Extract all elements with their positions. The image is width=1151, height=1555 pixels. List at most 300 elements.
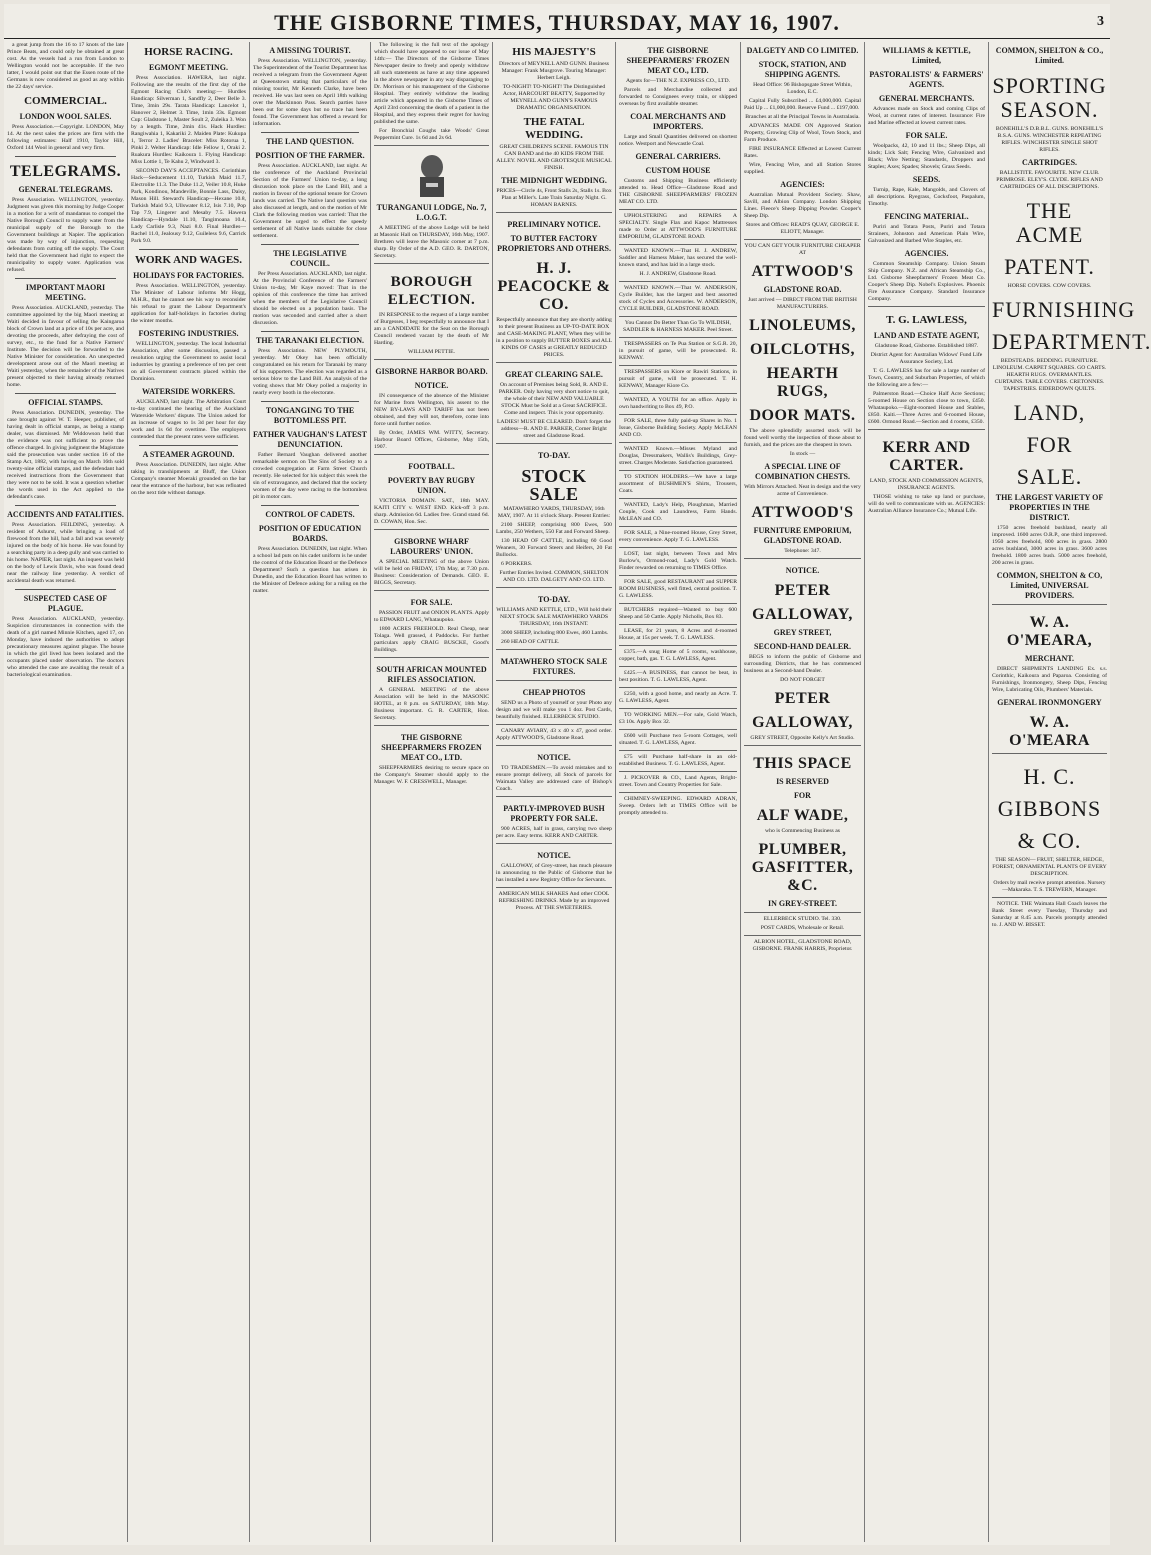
milk-shakes-advert	[496, 887, 612, 912]
play-title: THE FATAL WEDDING.	[523, 116, 585, 141]
company-name: ATTWOOD'S	[751, 263, 854, 280]
notice-text: WANTED KNOWN.—That W. ANDERSON, Cycle Builder, has the largest and best assorted stock of Cycles and Accessories. W. ANDERSON, CYCLE BUILDER, GLADSTONE ROAD.	[619, 285, 737, 312]
notice-heading: STOCK SALE	[521, 466, 587, 504]
advert-heading: SPORTING SEASON.	[992, 73, 1107, 122]
product-heading: LINOLEUMS,	[749, 317, 856, 334]
article-heading: SUSPECTED CASE OF PLAGUE.	[23, 594, 108, 613]
notice-text: Just arrived — DIRECT FROM THE BRITISH MANUFACTURERS.	[748, 297, 857, 310]
company-subheading: STOCK, STATION, AND SHIPPING AGENTS.	[758, 60, 847, 79]
dressmakers-advert	[619, 442, 737, 467]
ellerbeck-advert	[744, 912, 861, 932]
section-heading: HORSE RACING.	[144, 46, 233, 58]
company-name: PETER	[774, 690, 831, 707]
column-8	[865, 42, 989, 1542]
divider	[139, 445, 238, 446]
notice-subheading: GENERAL CARRIERS.	[635, 152, 721, 161]
notice-text: Puriri and Totara Posts, Puriri and Totara Strainers, Johnston and American Plain Wire, Galvanized and Barbed Wire Staples, etc.	[868, 224, 985, 244]
notice-text: Woolpacks, 42, 10 and 11 lbs.; Sheep Dips, all kinds; Lick Salt; Fencing Wire, Galvanized and Black; Wire Netting; Standards, Droppers and Staples; Axes; Spades; Shovels; Grass Seeds.	[868, 143, 985, 170]
lost-notice	[619, 547, 737, 572]
notice-signature: By Order, JAMES WM. WITTY, Secretary. Harbour Board Offices, Gisborne, May 15th, 1907.	[374, 430, 489, 450]
kerr-carter-advert	[868, 429, 985, 515]
product-heading: OILCLOTHS,	[749, 341, 856, 358]
company-address: FURNITURE EMPORIUM, GLADSTONE ROAD.	[753, 526, 852, 545]
notice-subheading: GENERAL IRONMONGERY	[997, 698, 1102, 707]
notice-text: WILLIAMS AND KETTLE, LTD., Will hold their NEXT STOCK SALE MATAWHERO YARDS THURSDAY, 16th INSTANT.	[496, 607, 612, 627]
notice-subheading: THE LARGEST VARIETY OF PROPERTIES IN THE DISTRICT.	[995, 493, 1104, 522]
article-text: a great jump from the 16 to 17 knots of the late Prince Beats, and could only be obtained at great cost. As the vessels had a run from London to Wellington would not be acceptable. If the two latter, I would point out that the Essen route of the Germans is now considered as good as any within the 22 days' service.	[7, 42, 124, 90]
article-heading: FOSTERING INDUSTRIES.	[138, 329, 239, 338]
notice-text: DO NOT FORGET	[780, 677, 825, 683]
notice-signature: Further Entries Invited. COMMON, SHELTON AND CO. LTD. DALGETY AND CO. LTD.	[499, 570, 609, 583]
advert-text: For Bronchial Coughs take Woods' Great Peppermint Cure. 1s 6d and 2s 6d.	[374, 128, 489, 141]
article-heading: EGMONT MEETING.	[149, 63, 228, 72]
notice-text: CANARY AVIARY, 43 x 40 x 47, good order. Apply ATTWOOD'S, Gladstone Road.	[496, 728, 612, 741]
notice-text: SHEEPFARMERS desiring to secure space on the Company's Steamer should apply to the Manager. W. F. CRESSWELL, Manager.	[374, 765, 489, 785]
advert-heading: FOR	[1026, 432, 1073, 457]
notice-text: District Agent for: Australian Widows' Fund Life Assurance Society, Ltd.	[870, 352, 983, 365]
notice-text: SEND us a Photo of yourself or your Photo any design and we will make you 1 doz. Post Cards, beautifully finished. ELLERBECK STUDIO.	[496, 700, 612, 720]
tradesmen-notice	[496, 745, 612, 793]
notice-text: TO WORKING MEN.—For sale, Gold Watch, £3 10s. Apply Box 32.	[619, 712, 737, 725]
stock-sale-advert	[496, 443, 612, 584]
notice-heading: BOROUGH ELECTION.	[387, 274, 476, 308]
notice-text: Common Steamship Company. Union Steam Ship Company. N.Z. and African Steamship Co., Ltd. Gisborne Sheepfarmers' Frozen Meat Co. Cooper's Sheep Dip. Nobel's Explosives. Phoenix Fire Assurance Company. Standard Insurance Company.	[868, 261, 985, 302]
advert-heading: THIS SPACE	[753, 755, 852, 772]
company-subheading: LAND AND ESTATE AGENT,	[873, 331, 980, 340]
article-text: Per Press Association. AUCKLAND, last night. At the Provincial Conference of the Farmers' Union to-day, Mr Kaye moved: That in the opinion of this conference the time has arrived when the members of the Legislative Council should be elected on a population basis. The motion was seconded and carried after a short discussion.	[253, 271, 367, 326]
article-text: Press Association. WELLINGTON, yesterday. Judgment was given this morning by Judge Cooper in a motion for a writ of mandamus to compel the Native Borough Council to supply water from the municipal supply of the Borough to the Government buildings at Napier. The application was made by way of injunction, requesting defendants from cutting off the supply. The Court held that the Government had right to expect the municipality to supply water. Application was refused.	[7, 197, 124, 273]
notice-text: On account of Premises being Sold, R. AND E. PARKER. Only having very short notice to quit, the whole of their NEW AND VALUABLE STOCK Must be Sold at a Great SACRIFICE. Come and inspect. This is your opportunity.	[498, 382, 610, 416]
company-address: Gladstone Road, Gisborne. Established 1887.	[874, 343, 979, 349]
notice-text: IN consequence of the absence of the Minister for Marine from Wellington, his assent to the NEW BY-LAWS AND TARIFF has not been obtained, and they will not, therefore, come into force until further notice.	[374, 393, 489, 427]
notice-heading: SOUTH AFRICAN MOUNTED RIFLES ASSOCIATION.	[376, 665, 487, 684]
advert-subheading: FOR	[794, 791, 811, 800]
notice-text: UPHOLSTERING and REPAIRS A SPECIALTY. Single Flax and Kapoc Mattresses made to Order at ATTWOOD'S FURNITURE EMPORIUM, GLADSTONE ROAD.	[619, 213, 737, 240]
stock-entry: 130 HEAD OF CATTLE, including 60 Good Weaners, 30 Forward Steers and Heifers, 20 Fat Bullocks.	[496, 538, 612, 558]
borough-election-notice	[374, 263, 489, 356]
stock-sale-advert	[496, 587, 612, 646]
omeara-advert	[992, 604, 1107, 750]
theatre-heading: HIS MAJESTY'S	[512, 46, 596, 58]
notice-subheading: FOR SALE.	[905, 131, 948, 140]
article-text: AUCKLAND, last night. The Arbitration Court to-day continued the hearing of the Auckland Waterside Workers' dispute. The Union asked for an increase of wages to 1s 3d per hour for day work and 1s 6d for overtime. The employers contended that the present rates were sufficient.	[131, 399, 246, 440]
property-list: Palmerston Road.—Choice Half Acre Sections; 5-roomed House on Section close to town, £450. Whataupoko.—Eight-roomed House and Stables, £850. Kaiti.—Three Acres and 6-roomed House, £600. Ormond Road.—Section and 4 rooms, £350.	[868, 391, 985, 425]
rifles-notice	[374, 657, 489, 722]
article-text: Press Association. DUNEDIN, last night. After taking in transhipments at Bluff, the Union Company's steamer Moeraki grounded on the bar near the entrance of the harbour, but was refloated on the next tide without damage.	[131, 462, 246, 496]
company-name: T. G. LAWLESS,	[886, 314, 967, 326]
property-list: 1750 acres freehold bushland, nearly all improved. 1600 acres O.R.P., one third improved. 1950 acres freehold, 800 acres in grass. 2800 acres bushland, 3000 acres in grass. 3600 acres freehold. 1800 acres bush. 5000 acres freehold, 200 acres in grass.	[992, 525, 1107, 566]
anderson-advert	[619, 281, 737, 313]
matawhero-fixtures	[496, 649, 612, 677]
company-address: GREY STREET, Opposite Kelly's Art Studio.	[750, 735, 855, 741]
restaurant-advert	[619, 575, 737, 600]
notice-text: LOST, last night, between Town and Mrs Burlow's, Ormond-road, Lady's Gold Watch. Finder rewarded on returning to TIMES Office.	[619, 551, 737, 571]
article-heading: WATERSIDE WORKERS.	[141, 387, 236, 396]
company-name: & CO.	[1017, 828, 1082, 853]
article-heading: CONTROL OF CADETS.	[265, 510, 355, 519]
theatre-text: PRICES—Circle 4s, Front Stalls 2s, Stalls 1s. Box Plan at Miller's. Late Train Saturday Night. G. HOMAN BARNES.	[496, 188, 612, 208]
lodge-emblem-illustration	[412, 153, 452, 199]
advert-heading: LAND,	[1013, 400, 1086, 425]
section-heading: COMMERCIAL.	[24, 95, 107, 107]
notice-text: £75 will Purchase half-share in an old-established Business. T. G. LAWLESS, Agent.	[619, 754, 737, 767]
company-address: GREY STREET,	[773, 628, 832, 637]
column-3	[250, 42, 371, 1542]
notice-text: MATAWHERO YARDS, THURSDAY, 16th MAY, 1907. At 11 o'clock Sharp. Present Entries:	[497, 506, 611, 519]
station-holders-advert	[619, 470, 737, 495]
divider	[15, 589, 116, 590]
notice-subheading: CUSTOM HOUSE	[645, 166, 711, 175]
company-name: ATTWOOD'S	[751, 504, 854, 521]
clearing-sale-advert	[496, 362, 612, 440]
article-heading: A MISSING TOURIST.	[269, 46, 351, 55]
article-text: SECOND DAY'S ACCEPTANCES. Corinthian Hack—Seducement 11.10, Turkish Maid 11.7, Electrolite 11.3. The Duke 11.2, Veiler 10.8, Huke Park, Kondinou, Mandeville, Bonnie Lass, Daisy, Mason Hill. Steward's Handicap—Hexane 10.8, Turkish Maid 9.3, Ullswater 8.12, Isis 7.10, Pop Tap 7.9, Lingerer and Mesaby 7.5. Hawera Handicap—Hyndale 11.10, Tangimoana 10.4, Lady Carlisle 9.3, Nazi 8.0. Final Hurdles—Rachel 11.0, Jealousy 9.12, Guileless 9.6, Carrick Park 9.0.	[131, 168, 246, 244]
company-name: ALF WADE,	[756, 807, 849, 824]
article-heading: A STEAMER AGROUND.	[142, 450, 235, 459]
notice-heading: THE GISBORNE SHEEPFARMERS FROZEN MEAT CO., LTD.	[381, 733, 482, 762]
article-text: Press Association. AUCKLAND, yesterday. Suspicion circumstances in connection with the death of a girl named Minnie Kitchen, aged 17, on Monday, have induced the authorities to adopt precautionary measures against plague. The house in which the girl lived has been isolated and the occupants placed under observation. The doctors who attended the case are awaiting the result of a bacteriological examination.	[7, 616, 124, 678]
notice-text: GALLOWAY, of Grey-street, has much pleasure in announcing to the Public of Gisborne that he has installed a new Registry Office for Servants.	[496, 863, 612, 883]
article-text: Father Bernard Vaughan delivered another remarkable sermon on The Sins of Society to a crowded congregation at Farm Street Church recently. He selected for his subject this week the sin of extravagance, and declared that the society women of the day were racing to the bottomless pit in motor cars.	[253, 452, 367, 500]
notice-text: A SPECIAL MEETING of the above Union will be held on FRIDAY, 17th May, at 7.30 p.m. Business: Consideration of Demands. GEO. E. BIGGS, Secretary.	[374, 559, 489, 586]
article-text: Press Association. HAWERA, last night. Following are the results of the first day of the Egmont Racing Club's meeting:— Hurdles Handicap: Silverman 1, Sandfly 2, Deer Belle 3. Time, 3min 29s. Tarata Handicap: Lancelot 1, Hanover 2, Helmet 3. Time, 1min 33s. Egmont Cup: Gladstone 1, Master Soult 2, Zuleika 3. Won by a length. Time, 2min 41s. Hack Hurdles: Rangiwahia 1, Kakariki 2. Maiden Plate: Kukupa 1, Terror 2. Ladies' Bracelet: Miss Rotorua 1, Pinki 2. Welter Handicap: Idle Fellow 1, Oraki 2. Ruakura Hurdles: Kaikoura 1. Flying Handicap: Miss Lottie 1, Te Kahu 2, Windward 3.	[131, 75, 246, 165]
wildish-advert	[619, 316, 737, 334]
notice-signature: Orders by mail receive prompt attention. Nursery—Makaraka. T. S. TREWERN, Manager.	[993, 880, 1106, 893]
frozen-meat-notice	[374, 725, 489, 786]
notice-heading: THE GISBORNE SHEEPFARMERS' FROZEN MEAT CO., LTD.	[626, 46, 730, 75]
notice-text: Australian Mutual Provident Society. Shaw, Savill, and Albion Company. London Shipping Lines. Fleece's Sheep Dipping Powder. Cooper's Sheep Dip.	[744, 192, 861, 219]
company-name: DALGETY AND CO LIMITED.	[746, 46, 859, 55]
notice-text: BEGS to inform the public of Gisborne and surrounding Districts, that he has commenced business as a Second-hand Dealer.	[744, 654, 861, 674]
notice-text: The above splendidly assorted stock will be found well worthy the inspection of those about to furnish, and the prices are the cheapest in town.	[744, 428, 861, 448]
pickover-advert	[619, 771, 737, 789]
notice-text: Large and Small Quantities delivered on shortest notice. Westport and Newcastle Coal.	[619, 134, 737, 147]
product-heading: DOOR MATS.	[749, 407, 856, 424]
article-text: Press Association. WELLINGTON, yesterday. The Superintendent of the Tourist Department has received a telegram from the Government Agent at Queenstown stating that particulars of the missing tourist, Mr Kenneth Clarke, have been received. He was last seen on April 18th walking over the Mackinnon Pass. Search parties have been out for some days but no trace has been found. The Government has offered a reward for information.	[253, 58, 367, 127]
section-heading: TELEGRAMS.	[9, 163, 122, 180]
notice-subheading: TO-DAY.	[538, 595, 570, 604]
article-text: WELLINGTON, yesterday. The local Industrial Association, after some discussion, passed a resolution urging the Government to assist local industries by granting a preference of ten per cent on all Government contracts placed within the Dominion.	[131, 341, 246, 382]
property-advert	[619, 687, 737, 705]
notice-text: You Cannot Do Better Than Go To WILDISH, SADDLER & HARNESS MAKER. Peel Street.	[622, 320, 734, 333]
notice-text: LADIES! MUST BE CLEARED. Don't forget the address—R. AND E. PARKER, Corner Bright street and Gladstone Road.	[496, 419, 612, 439]
company-name: GALLOWAY,	[752, 714, 853, 731]
notice-text: With Mirrors Attached. Neat in design and the very acme of Convenience.	[744, 484, 861, 497]
company-name: W. A. O'MEARA,	[1006, 614, 1093, 649]
photos-advert	[496, 680, 612, 721]
notice-text: LEASE, for 21 years, 8 Acres and 4-roomed House, at 15s per week. T. G. LAWLESS.	[619, 628, 737, 641]
stock-entry: 6 PORKERS.	[501, 561, 533, 567]
harbour-board-notice	[374, 359, 489, 451]
notice-heading: NOTICE.	[537, 851, 571, 860]
notice-text: Parcels and Merchandise collected and forwarded to Consignees every train, or shipped overseas by first available steamer.	[619, 87, 737, 107]
notice-heading: PARTLY-IMPROVED BUSH PROPERTY FOR SALE.	[503, 804, 605, 823]
article-text: Press Association. AUCKLAND, yesterday. The committee appointed by the big Maori meeting at Waiti decided in favour of selling the Kaingaroa block of Crown land at a price of 10s per acre, and devoting the proceeds, after defraying the cost of survey, etc., to the fund for a Native Farmers' Institute. The decision will be forwarded to the Native Minister for consideration. An unexpected development arose out of the Maori meeting at Waiti yesterday, when the remainder of the Natives present objected to their having already returned home.	[7, 305, 124, 388]
notice-text: HORSE COVERS. COW COVERS.	[1007, 283, 1092, 289]
notice-signature: H. J. ANDREW, Gladstone Road.	[639, 271, 717, 277]
notice-text: FOR SALE, three fully paid-up Shares in No. 1 Issue, Gisborne Building Society. Apply McLEAN AND CO.	[619, 418, 737, 438]
upholstering-advert	[619, 209, 737, 241]
notice-text: who is Commencing Business as	[765, 828, 840, 834]
property-advert	[619, 729, 737, 747]
notice-text: TRESPASSERS on Kiore or Rawiri Stations, in pursuit of game, will be prosecuted. T. H. KENWAY, Manager Kiore Co.	[619, 369, 737, 389]
property-advert	[619, 750, 737, 768]
article-heading: THE TARANAKI ELECTION.	[256, 336, 364, 345]
galloway-notice	[496, 843, 612, 884]
article-text: Press Association.—Copyright. LONDON, May 14. At the next sales the prices are firm with the following estimates: Half 1910, Taylor Hill, Oxford 144 Wool in general and very firm.	[7, 124, 124, 151]
company-name: H. C.	[1023, 764, 1076, 789]
notice-text: A GENERAL MEETING of the above Association will be held in the MASONIC HOTEL, at 8 p.m. on SATURDAY, 18th May. Business important. G. R. CARTER, Hon. Secretary.	[374, 687, 489, 721]
shares-advert	[619, 414, 737, 439]
lawless-advert	[868, 306, 985, 426]
notice-text: FOR SALE, a Nine-roomed House, Grey Street, every convenience. Apply T. G. LAWLESS.	[619, 530, 737, 543]
company-subheading: SECOND-HAND DEALER.	[754, 642, 851, 651]
company-subheading: MERCHANT.	[1025, 654, 1074, 663]
notice-text: T. G. LAWLESS has for sale a large number of Town, Country, and Suburban Properties, of which the following are a few:—	[868, 368, 985, 388]
company-address: GLADSTONE ROAD.	[763, 285, 842, 294]
notice-text: Agents for—THE N.Z. EXPRESS CO., LTD.	[625, 78, 731, 84]
peacocke-advert	[496, 212, 612, 359]
product-list: BEDSTEADS. BEDDING. FURNITURE. LINOLEUM. CARPET SQUARES. GO CARTS. HEARTH RUGS. OVERMANTLES. CURTAINS. TABLE COVERS. CRETONNES. TAPESTRIES. EIDERDOWN QUILTS.	[992, 358, 1107, 392]
house-advert	[619, 526, 737, 544]
company-name: WILLIAMS & KETTLE, Limited,	[882, 46, 971, 65]
notice-text: TO TRADESMEN.—To avoid mistakes and to ensure prompt delivery, all Stock of parcels for Waimata Valley are addressed care of Bishop's Coach.	[496, 765, 612, 792]
divider	[15, 505, 116, 506]
company-name: COMMON, SHELTON & CO, Limited, UNIVERSAL PROVIDERS.	[996, 571, 1103, 600]
column-2	[128, 42, 250, 1542]
article-text: Press Association. NEW PLYMOUTH, yesterday. Mr Okey has been officially congratulated on his return for Taranaki by many of his supporters. The election was regarded as a serious blow to the Land Bill. An analysis of the voting shows that Mr Okey polled a majority in nearly every booth in the electorate.	[253, 348, 367, 396]
notice-text: Branches at all the Principal Towns in Australasia.	[745, 114, 860, 120]
divider	[15, 156, 116, 157]
notice-heading: CHEAP PHOTOS	[522, 688, 586, 697]
column-5	[493, 42, 616, 1542]
article-heading: OFFICIAL STAMPS.	[28, 398, 103, 407]
notice-subheading: POVERTY BAY RUGBY UNION.	[387, 476, 476, 495]
notice-heading: GISBORNE WHARF LABOURERS' UNION.	[390, 537, 473, 556]
article-text: The following is the full text of the apology which should have appeared to our issue of May 14th:— The Directors of the Gisborne Times Newspaper desire to freely and openly withdraw all such statements as have at any time appeared in the above newspaper in any way disparaging to Dr. Morrison or his management of the Gisborne Hospital. They entirely withdraw the leading article which appeared in the Gisborne Times of April 23rd concerning the death of a patient in the Hospital, and they express their regret for having published the same.	[374, 42, 489, 125]
theatre-text: Directors of MEYNELL AND GUNN. Business Manager: Frank Musgrove. Touring Manager: Herbert Leigh.	[498, 61, 610, 81]
notice-text: FIRE INSURANCE Effected at Lowest Current Rates.	[744, 146, 861, 159]
theatre-text: GREAT CHILDREN'S SCENE. FAMOUS TIN CAN BAND and the 40 KIDS FROM THE ALLEY. NOVEL AND GROTESQUE MUSICAL FINISH.	[496, 144, 612, 171]
wharf-union-notice	[374, 529, 489, 587]
play-title: THE MIDNIGHT WEDDING.	[501, 176, 607, 185]
notice-text: AMERICAN MILK SHAKES And other COOL REFRESHING DRINKS. Made by an improved Process. AT THE SWEETERIES.	[498, 891, 610, 911]
column-1	[4, 42, 128, 1542]
notice-text: Head Office: 96 Bishopsgate Street Within, London, E.C.	[753, 82, 852, 95]
notice-subheading: FENCING MATERIAL.	[884, 212, 969, 221]
notice-heading: FOR SALE.	[410, 598, 453, 607]
notice-text: BUTCHERS required—Wanted to buy 600 Sheep and 50 Cattle. Apply Nicholls, Box 83.	[619, 607, 737, 620]
notice-subheading: TO BUTTER FACTORY PROPRIETORS AND OTHERS.	[497, 234, 611, 253]
attwood-advert	[744, 239, 861, 555]
company-name: H. J. PEACOCKE & CO.	[497, 260, 611, 313]
notice-text: £250, with a good home, and nearly an Acre. T. G. LAWLESS, Agent.	[619, 691, 737, 704]
andrew-advert	[619, 244, 737, 278]
notice-text: WANTED Known.—Misses Myland and Douglas, Dressmakers, Wallis's Buildings, Grey-street. Charges Moderate. Satisfaction guaranteed.	[619, 446, 737, 466]
notice-text: WANTED, Lady's Help, Ploughman, Married Couple, Cook and Laundress, Farm Hands. McLEAN and CO.	[619, 502, 737, 522]
company-address: IN GREY-STREET.	[768, 899, 837, 908]
notice-text: In stock —	[789, 451, 816, 457]
divider	[15, 278, 116, 279]
company-name: GALLOWAY,	[752, 606, 853, 623]
article-text: Press Association. DUNEDIN, yesterday. The case brought against W. T. Heeper, publisher, of having dealt in official stamps, as being a stamp dealer, was dismissed. Mr Widdowson held that the evidence was not sufficient to prove the offence charged. In giving judgment the Magistrate said the prosecution was under section 16 of the Stamp Act, 1882, with having on March 16th sold twenty-nine official stamps, and the defendant had received instructions from the Government that they were not to be sold. It was a question whether the words used in the Act applied to the defendant's case.	[7, 410, 124, 500]
article-heading: GENERAL TELEGRAMS.	[18, 185, 113, 194]
notice-text: Customs and Shipping Business efficiently attended to. Head Office—Gladstone Road and THE GISBORNE SHEEPFARMERS' FROZEN MEAT CO. LTD.	[619, 178, 737, 205]
notice-heading: TURANGANUI LODGE, No. 7, L.O.G.T.	[376, 203, 487, 222]
notice-heading: MATAWHERO STOCK SALE FIXTURES.	[500, 657, 608, 676]
divider	[261, 331, 359, 332]
notice-signature: Stores and Offices: READ'S QUAY, GEORGE E. ELIOTT, Manager.	[745, 222, 860, 235]
article-heading: TONGANGING TO THE BOTTOMLESS PIT.	[265, 406, 355, 425]
page-number: 3	[1097, 14, 1104, 29]
article-heading: LONDON WOOL SALES.	[19, 112, 112, 121]
notice-text: TRESPASSERS on Te Pua Station or S.G.R. 20, in pursuit of game, will be prosecuted. R. KENWAY.	[619, 341, 737, 361]
notice-subheading: SEEDS.	[912, 175, 941, 184]
wanted-advert	[619, 498, 737, 523]
notice-text: PASSION FRUIT and ONION PLANTS. Apply to EDWARD LANG, Whataupoko.	[374, 610, 489, 623]
lodge-notice	[374, 145, 489, 260]
article-heading: IMPORTANT MAORI MEETING.	[25, 283, 106, 302]
section-heading: WORK AND WAGES.	[134, 254, 243, 266]
notice-text: THOSE wishing to take up land or purchase, will do well to communicate with us. AGENCIES: Australian Alliance Insurance Co.; Mutual Life.	[868, 494, 985, 514]
notice-text: ADVANCES MADE ON Approved Station Property, Growing Clip of Wool, Town Stock, and Farm Produce.	[744, 123, 861, 143]
divider	[15, 393, 116, 394]
notice-text: J. PICKOVER & CO., Land Agents, Bright-street. Town and Country Properties for Sale.	[619, 775, 737, 788]
notice-text: BONEHILL'S D.B.B.L. GUNS. BONEHILL'S B.S.A. GUNS. WINCHESTER REPEATING RIFLES. WINCHESTER SINGLE SHOT RIFLES.	[995, 126, 1104, 153]
column-4	[371, 42, 493, 1542]
article-text: Press Association. FEILDING, yesterday. A resident of Ashurst, while bringing a load of firewood from the hill, had a fall and was severely injured on the body of his horse. He was found by a searching party in a deep gully and was carried to his home. NAPIER, last night. An inquest was held on the body of Lewis Davis, who was found dead near the railway line yesterday. A verdict of accidental death was returned.	[7, 522, 124, 584]
article-heading: THE LEGISLATIVE COUNCIL.	[273, 249, 347, 268]
column-6	[616, 42, 741, 1542]
article-text: Press Association. DUNEDIN, last night. When a school lad puts on his cadet uniform is he under the control of the Education Board or the Defence Department? Such a question has arisen in Dunedin, and the Education Board has written to the Minister of Defence asking for a ruling on the matter.	[253, 546, 367, 594]
notice-text: 1800 ACRES FREEHOLD. Real Cheap, near Tolaga. Well grassed, 4 Paddocks. For further particulars apply CRAIG BUSCKE, Good's Buildings.	[374, 626, 489, 653]
article-text: Press Association. AUCKLAND, last night. At the conference of the Auckland Provincial Section of the Farmers' Union to-day, a long discussion took place on the Land Bill, and a motion in favour of the optional tenure for Crown lands was carried. The Native land question was also discussed at length, and on the motion of Mr Clark the following motion was carried: That the Government be urged to effect the speedy settlement of all Native lands suitable for close settlement.	[253, 163, 367, 239]
notice-text: WANTED, A YOUTH for an office. Apply in own handwriting to Box 49, P.O.	[619, 397, 737, 410]
company-name: GIBBONS	[997, 796, 1102, 821]
canary-advert	[496, 724, 612, 742]
article-subheading: POSITION OF EDUCATION BOARDS.	[258, 524, 362, 543]
company-name: W. A. O'MEARA	[1009, 714, 1090, 749]
advert-heading: SALE.	[1016, 464, 1083, 489]
notice-subheading: CARTRIDGES.	[1021, 158, 1078, 167]
masthead	[4, 4, 1110, 39]
notice-heading: PRELIMINARY NOTICE.	[507, 220, 601, 229]
advert-heading: THE ACME	[1015, 198, 1084, 247]
article-heading: HOLIDAYS FOR FACTORIES.	[133, 271, 244, 280]
notice-subheading: COAL MERCHANTS AND IMPORTERS.	[630, 112, 726, 131]
working-men-advert	[619, 708, 737, 726]
theatre-text: TO-NIGHT! TO-NIGHT! The Distinguished Actor, HARCOURT BEATTY, Supported by MEYNELL AND GUNN'S FAMOUS DRAMATIC ORGANISATION.	[502, 84, 606, 111]
newspaper-title: THE GISBORNE TIMES, THURSDAY, MAY 16, 1907.	[274, 10, 840, 35]
alf-wade-advert	[744, 745, 861, 909]
company-name: COMMON, SHELTON & CO., Limited.	[995, 46, 1104, 65]
newspaper-page	[4, 4, 1151, 1545]
notice-text: ALBION HOTEL, GLADSTONE ROAD, GISBORNE. FRANK HARRIS, Proprietor.	[752, 939, 853, 952]
notice-text: £375.—A snug Home of 5 rooms, washhouse, copper, bath, gas. T. G. LAWLESS, Agent.	[619, 649, 737, 662]
notice-text: BALLISTITE. FAVOURITE. NEW CLUB. PRIMROSE. ELEY'S. CLYDE. RIFLES AND CARTRIDGES OF ALL DESCRIPTIONS.	[996, 170, 1103, 190]
divider	[261, 132, 359, 133]
notice-text: Respectfully announce that they are shortly adding to their present Business an UP-TO-DATE BOX and CASE-MAKING PLANT, When they will be in a position to supply BUTTER BOXES and ALL KINDS OF CASES at GREATLY REDUCED PRICES.	[496, 317, 612, 358]
company-name: PETER	[774, 582, 831, 599]
product-heading: HEARTH RUGS,	[766, 365, 839, 400]
notice-text: A MEETING of the above Lodge will be held at Masonic Hall on THURSDAY, 16th May, 1907. Brethren will leave the Masonic corner at 7 p.m. sharp. By Order of the A.D. GEO. R. DARTON, Secretary.	[374, 225, 489, 259]
company-subheading: PASTORALISTS' & FARMERS' AGENTS.	[869, 70, 984, 89]
notice-heading: NOTICE.	[537, 753, 571, 762]
notice-heading: FOOTBALL.	[408, 462, 455, 471]
advert-heading: FURNISHING	[992, 297, 1136, 322]
notice-text: Telephone: 347.	[784, 548, 821, 554]
for-sale-advert	[374, 590, 489, 654]
albion-hotel-advert	[744, 935, 861, 953]
company-name: KERR AND CARTER.	[882, 439, 971, 474]
notice-text: LAND, STOCK AND COMMISSION AGENTS, INSURANCE AGENTS.	[869, 478, 984, 491]
lease-advert	[619, 624, 737, 642]
article-text: Press Association. WELLINGTON, yesterday. The Minister of Labour informs Mr Hogg, M.H.R., that he cannot see his way to reconsider his refusal to grant the Labour Department's application for half-holidays in factories during the winter months.	[131, 283, 246, 324]
wanted-advert	[619, 393, 737, 411]
notice-text: Advances made on Stock and coming Clips of Wool, at current rates of interest. Insurance: Fire and Marine effected at lowest current rates.	[868, 106, 985, 126]
coach-notice	[992, 897, 1107, 929]
notice-text: CHIMNEY-SWEEPING. EDWARD ADRAN, Sweep. Orders left at TIMES Office will be promptly attended to.	[619, 796, 737, 816]
notice-subheading: NOTICE.	[414, 381, 449, 390]
galloway-advert	[744, 558, 861, 742]
notice-subheading: AGENCIES.	[904, 249, 949, 258]
notice-text: WANTED KNOWN.—That H. J. ANDREW, Saddler and Harness Maker, has secured the well-known stand, and has laid in a large stock.	[619, 248, 737, 268]
notice-text: £425.—A BUSINESS, that cannot be beat, in best position. T. G. LAWLESS, Agent.	[619, 670, 737, 683]
notice-text: IN RESPONSE to the request of a large number of Burgesses, I beg respectfully to announce that I am a CANDIDATE for the Seat on the Borough Council rendered vacant by the death of Mr Harding.	[374, 312, 489, 346]
notice-text: VICTORIA DOMAIN. SAT., 18th MAY. KAITI CITY v. WEST END. Kick-off 3 p.m. sharp. Admission 6d. Ladies free. Grand stand 6d. D. COWAN, Hon. Sec.	[374, 498, 489, 525]
article-subheading: POSITION OF THE FARMER.	[255, 151, 365, 160]
stock-entry: 3000 SHEEP, including 800 Ewes, 460 Lambs.	[501, 630, 609, 636]
bush-property-advert	[496, 796, 612, 840]
notice-text: YOU CAN GET YOUR FURNITURE CHEAPER AT	[744, 243, 861, 256]
notice-subheading: TO-DAY.	[538, 451, 570, 460]
notice-text: POST CARDS, Wholesale or Retail.	[760, 925, 845, 931]
advert-subheading: IS RESERVED	[776, 777, 829, 786]
trespass-notice	[619, 365, 737, 390]
article-subheading: FATHER VAUGHAN'S LATEST DENUNCIATION.	[253, 430, 367, 449]
divider	[139, 249, 238, 250]
notice-heading: GISBORNE HARBOR BOARD.	[375, 367, 488, 376]
football-notice	[374, 454, 489, 526]
notice-text: £600 will Purchase two 5-room Cottages, well situated. T. G. LAWLESS, Agent.	[619, 733, 737, 746]
trade-heading: PLUMBER, GASFITTER, &C.	[751, 841, 854, 894]
article-heading: ACCIDENTS AND FATALITIES.	[7, 510, 124, 519]
advert-heading: PATENT.	[1004, 254, 1095, 279]
notice-text: Turnip, Rape, Kale, Mangolds, and Clovers of all descriptions. Ryegrass, Cocksfoot, Paspalum, Timothy.	[868, 187, 985, 207]
notice-text: Wire, Fencing Wire, and all Station Stores supplied.	[744, 162, 861, 175]
notice-text: Capital Fully Subscribed ... £4,000,000. Capital Paid Up ... £1,000,000. Reserve Fund ... £197,000.	[744, 98, 861, 111]
notice-text: DIRECT SHIPMENTS LANDING Ex. s.s. Corinthic, Kaikoura and Paparoa. Consisting of Furnishings, Ironmongery, Sheep Dips, Fencing Wire, Lubricating Oils, Plumbers' Materials.	[992, 666, 1107, 693]
notice-text: TO STATION HOLDERS.—We have a large assortment of BUSHMEN'S Shirts, Trousers, Coats.	[619, 474, 737, 494]
stock-entry: 260 HEAD OF CATTLE.	[501, 639, 560, 645]
divider	[261, 244, 359, 245]
notice-heading: NOTICE.	[785, 566, 820, 575]
product-heading: A SPECIAL LINE OF COMBINATION CHESTS.	[755, 462, 850, 481]
notice-text: THE SEASON— FRUIT, SHELTER, HEDGE, FOREST, ORNAMENTAL PLANTS OF EVERY DESCRIPTION.	[992, 857, 1107, 877]
notice-text: ELLERBECK STUDIO. Tel. 330.	[763, 916, 842, 922]
notice-signature: WILLIAM PETTIE.	[407, 349, 456, 355]
column-7	[741, 42, 865, 1542]
article-heading: THE LAND QUESTION.	[266, 137, 354, 146]
notice-text: 900 ACRES, half in grass, carrying two sheep per acre. Easy terms. KERR AND CARTER.	[496, 826, 612, 839]
property-advert	[619, 666, 737, 684]
notice-text: FOR SALE, good RESTAURANT and SUPPER ROOM BUSINESS, well fitted, central position. T. G. LAWLESS.	[619, 579, 737, 599]
advert-heading: DEPARTMENT.	[992, 329, 1151, 354]
notice-heading: GREAT CLEARING SALE.	[505, 370, 603, 379]
column-9	[989, 42, 1151, 1542]
chimney-advert	[619, 792, 737, 817]
trespass-notice	[619, 337, 737, 362]
